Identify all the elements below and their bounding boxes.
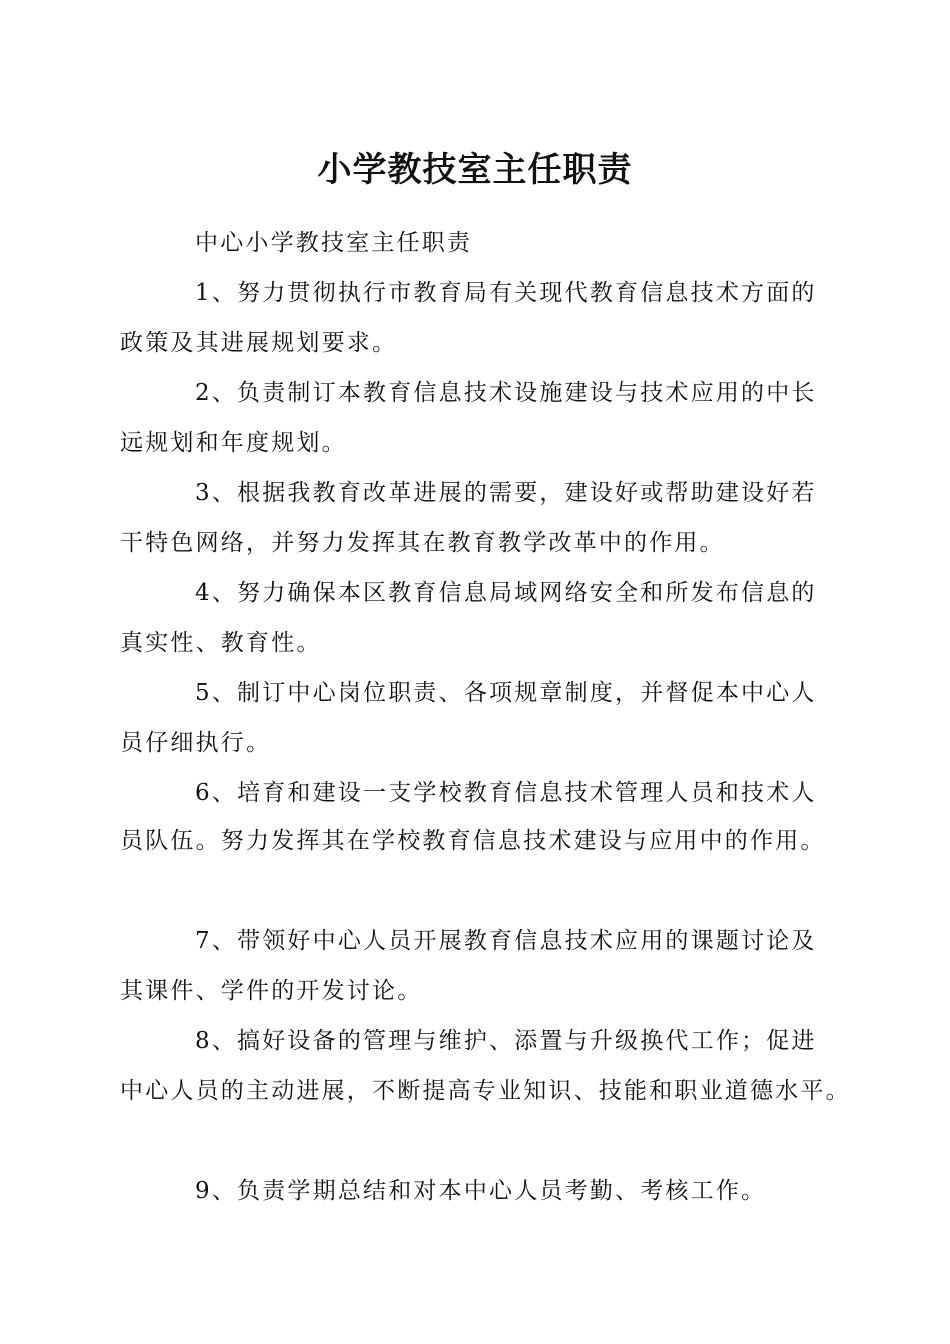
duty-item-8-line-2: 中心人员的主动进展，不断提高专业知识、技能和职业道德水平。 xyxy=(120,1078,851,1104)
duty-item-6-line-1: 6、培育和建设一支学校教育信息技术管理人员和技术人 xyxy=(195,780,817,806)
document-title: 小学教技室主任职责 xyxy=(317,150,633,190)
duty-item-6-line-2: 员队伍。努力发挥其在学校教育信息技术建设与应用中的作用。 xyxy=(120,828,826,854)
document-subtitle: 中心小学教技室主任职责 xyxy=(195,230,473,256)
duty-item-1-line-2: 政策及其进展规划要求。 xyxy=(120,330,398,356)
duty-item-7-line-1: 7、带领好中心人员开展教育信息技术应用的课题讨论及 xyxy=(195,928,817,954)
duty-item-1-line-1: 1、努力贯彻执行市教育局有关现代教育信息技术方面的 xyxy=(195,280,817,306)
duty-item-2-line-1: 2、负责制订本教育信息技术设施建设与技术应用的中长 xyxy=(195,380,817,406)
duty-item-9-line-1: 9、负责学期总结和对本中心人员考勤、考核工作。 xyxy=(195,1178,767,1204)
duty-item-5-line-2: 员仔细执行。 xyxy=(120,730,272,756)
duty-item-5-line-1: 5、制订中心岗位职责、各项规章制度，并督促本中心人 xyxy=(195,680,817,706)
duty-item-4-line-1: 4、努力确保本区教育信息局域网络安全和所发布信息的 xyxy=(195,580,817,606)
duty-item-4-line-2: 真实性、教育性。 xyxy=(120,630,322,656)
duty-item-3-line-1: 3、根据我教育改革进展的需要，建设好或帮助建设好若 xyxy=(195,480,817,506)
duty-item-8-line-1: 8、搞好设备的管理与维护、添置与升级换代工作；促进 xyxy=(195,1028,817,1054)
duty-item-3-line-2: 干特色网络，并努力发挥其在教育教学改革中的作用。 xyxy=(120,530,725,556)
duty-item-7-line-2: 其课件、学件的开发讨论。 xyxy=(120,978,423,1004)
duty-item-2-line-2: 远规划和年度规划。 xyxy=(120,430,347,456)
